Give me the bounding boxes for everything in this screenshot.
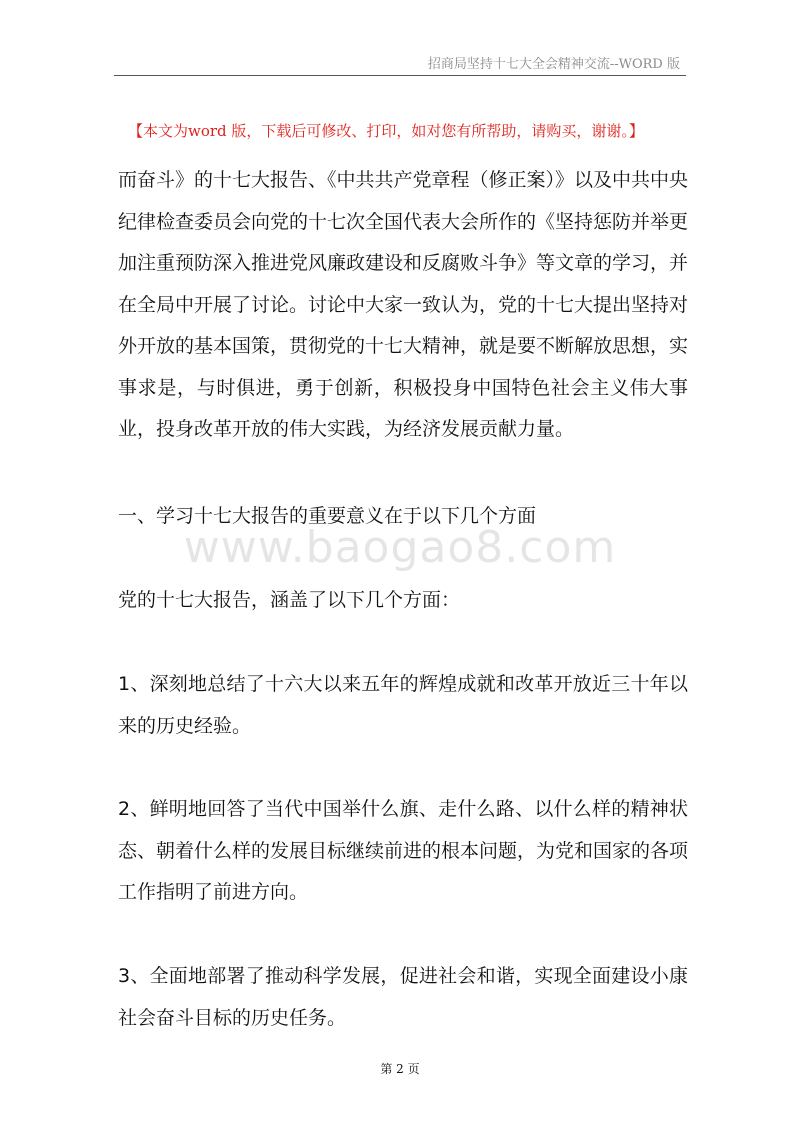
download-notice: 【本文为word 版，下载后可修改、打印，如对您有所帮助，请购买，谢谢。】 — [128, 122, 644, 140]
running-header: 招商局坚持十七大全会精神交流--WORD 版 — [427, 57, 680, 72]
section-one-heading: 一、学习十七大报告的重要意义在于以下几个方面 — [118, 505, 537, 527]
list-item: 2、鲜明地回答了当代中国举什么旗、走什么路、以什么样的精神状态、朝着什么样的发展目标继续前进的根本问题，为党和国家的各项工作指明了前进方向。 — [118, 798, 689, 903]
list-item: 1、深刻地总结了十六大以来五年的辉煌成就和改革开放近三十年以来的历史经验。 — [118, 673, 688, 737]
page-number: 第 2 页 — [380, 1062, 420, 1076]
report-intro-paragraph: 党的十七大报告，涵盖了以下几个方面： — [118, 589, 461, 611]
intro-paragraph: 而奋斗》的十七大报告、《中共共产党章程（修正案）》以及中共中央纪律检查委员会向党的十七次全国代表大会所作的《坚持惩防并举更加注重预防深入推进党风廉政建设和反腐败斗争》等文章的学习，并在全局中开展了讨论。讨论中大家一致认为，党的十七大提出坚持对外开放的基本国策，贯彻党的十七大精神，就是要不断解放思想，实事求是，与时俱进，勇于创新，积极投身中国特色社会主义伟大事业，投身改革开放的伟大实践，为经济发展贡献力量。 — [118, 169, 689, 440]
header-divider — [114, 75, 686, 76]
site-watermark: www.baogao8.com — [183, 522, 617, 573]
list-item: 3、全面地部署了推动科学发展，促进社会和谐，实现全面建设小康社会奋斗目标的历史任务。 — [118, 965, 688, 1029]
